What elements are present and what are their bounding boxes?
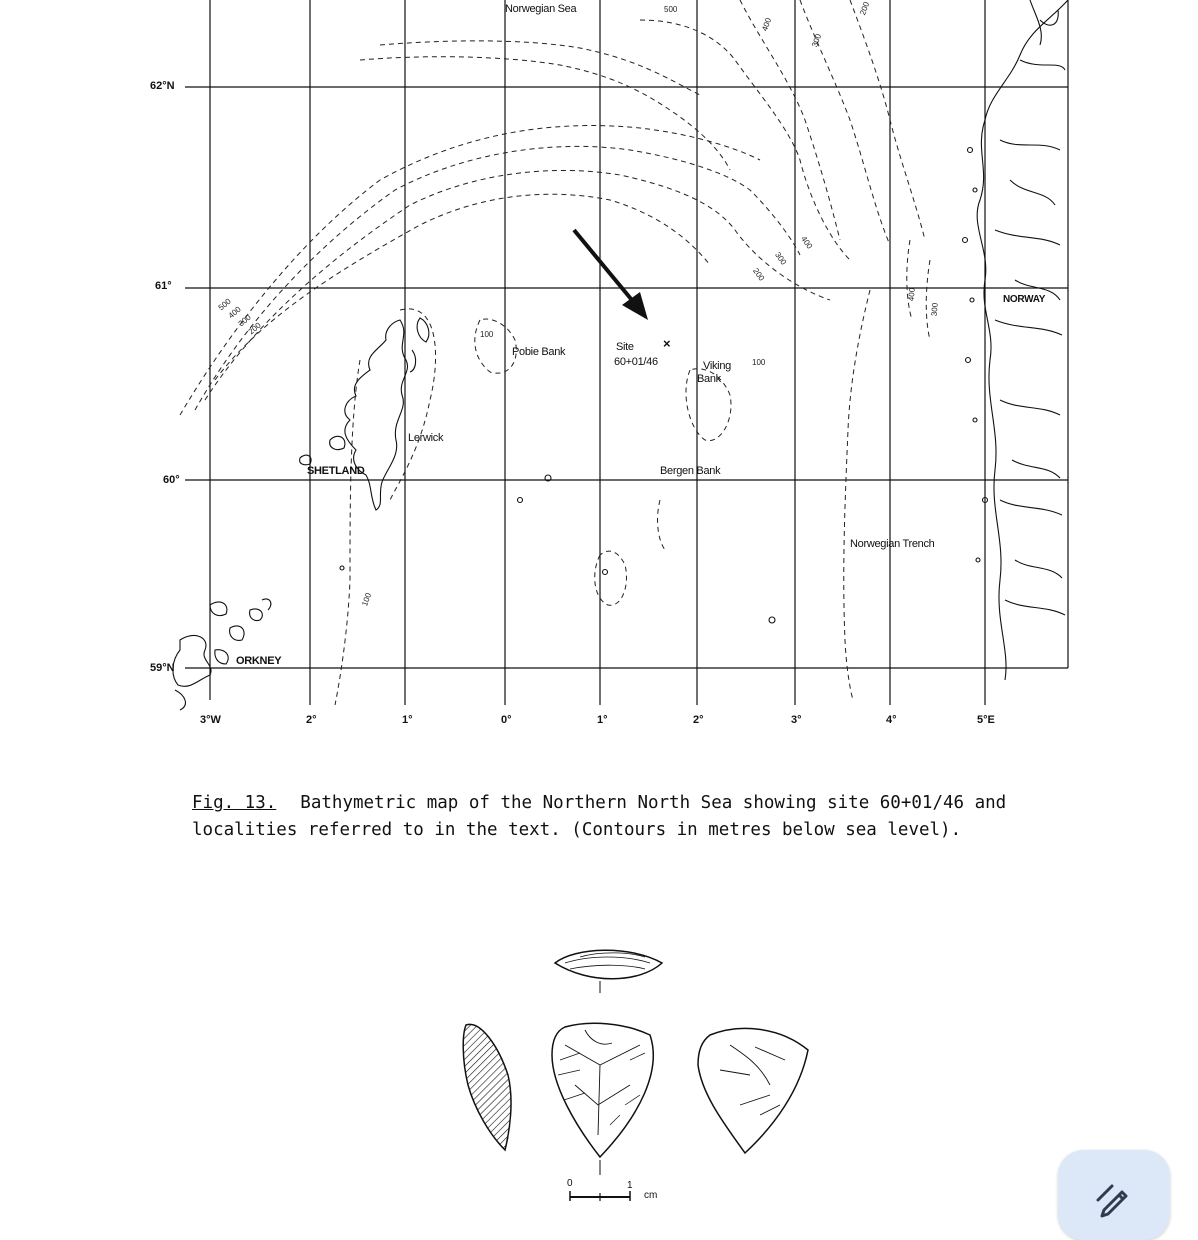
flake-dorsal-view <box>552 1023 653 1175</box>
site-marker: × <box>663 336 671 351</box>
contour-label-200: 200 <box>858 0 872 17</box>
label-site-number: 60+01/46 <box>614 356 658 368</box>
contour-label-300-norway: 300 <box>929 302 940 317</box>
label-bergen-bank: Bergen Bank <box>660 465 721 477</box>
lon-label-0: 0° <box>501 714 512 726</box>
coastlines <box>173 0 1068 710</box>
contour-label-300-shelf: 300 <box>236 312 253 329</box>
lon-label-4e: 4° <box>886 714 897 726</box>
flake-platform-view <box>555 950 662 993</box>
site-arrow <box>574 230 648 320</box>
caption-text: Bathymetric map of the Northern North Sea showing site 60+01/46 and localities referred to in the text. (Contours in metres below sea level). <box>192 793 1007 840</box>
label-orkney: ORKNEY <box>236 655 282 667</box>
lat-label-59n: 59°N <box>150 662 175 674</box>
scale-bar <box>570 1191 630 1201</box>
lon-label-1w: 1° <box>402 714 413 726</box>
label-shetland: SHETLAND <box>307 465 365 477</box>
contour-label-400-norway: 400 <box>906 287 917 302</box>
label-viking: Viking <box>703 360 731 372</box>
contour-label-200-mid: 200 <box>751 266 767 283</box>
flake-ventral-view <box>698 1028 808 1153</box>
edit-button[interactable] <box>1058 1150 1170 1240</box>
figure-number: Fig. 13. <box>192 793 277 813</box>
flake-profile-view <box>463 1024 511 1150</box>
lat-label-60: 60° <box>163 474 180 486</box>
label-viking-bank: Bank <box>697 373 721 385</box>
label-norwegian-sea: Norwegian Sea <box>505 3 577 15</box>
contour-label-100-pobie: 100 <box>480 330 494 339</box>
lon-label-3e: 3° <box>791 714 802 726</box>
lon-label-1e: 1° <box>597 714 608 726</box>
lat-label-61: 61° <box>155 280 172 292</box>
label-norwegian-trench: Norwegian Trench <box>850 538 935 550</box>
artefact-drawings <box>440 935 840 1215</box>
scale-label-zero: 0 <box>567 1178 573 1189</box>
contour-label-400-shelf: 400 <box>226 304 243 321</box>
label-site: Site <box>616 341 634 353</box>
label-pobie-bank: Pobie Bank <box>512 346 566 358</box>
contour-label-500-shelf: 500 <box>216 296 233 313</box>
label-norway: NORWAY <box>1003 294 1046 305</box>
contour-label-200-shelf: 200 <box>246 320 263 337</box>
label-lerwick: Lerwick <box>408 432 444 444</box>
lon-label-3w: 3°W <box>200 714 221 726</box>
lon-label-5e: 5°E <box>977 714 995 726</box>
scale-label-one: 1 <box>627 1180 633 1191</box>
lat-label-62n: 62°N <box>150 80 175 92</box>
contour-label-400: 400 <box>760 16 774 33</box>
figure-caption <box>192 790 1062 844</box>
contour-label-100-south: 100 <box>360 591 374 608</box>
contour-label-300: 300 <box>810 32 824 49</box>
lon-label-2e: 2° <box>693 714 704 726</box>
contour-label-100-viking: 100 <box>752 358 766 367</box>
contour-label-500: 500 <box>664 5 678 14</box>
contour-label-400-mid: 400 <box>799 234 815 251</box>
edit-pen-icon <box>1094 1180 1134 1220</box>
lon-label-2w: 2° <box>306 714 317 726</box>
contour-label-300-mid: 300 <box>773 250 789 267</box>
scale-label-unit: cm <box>644 1190 658 1201</box>
